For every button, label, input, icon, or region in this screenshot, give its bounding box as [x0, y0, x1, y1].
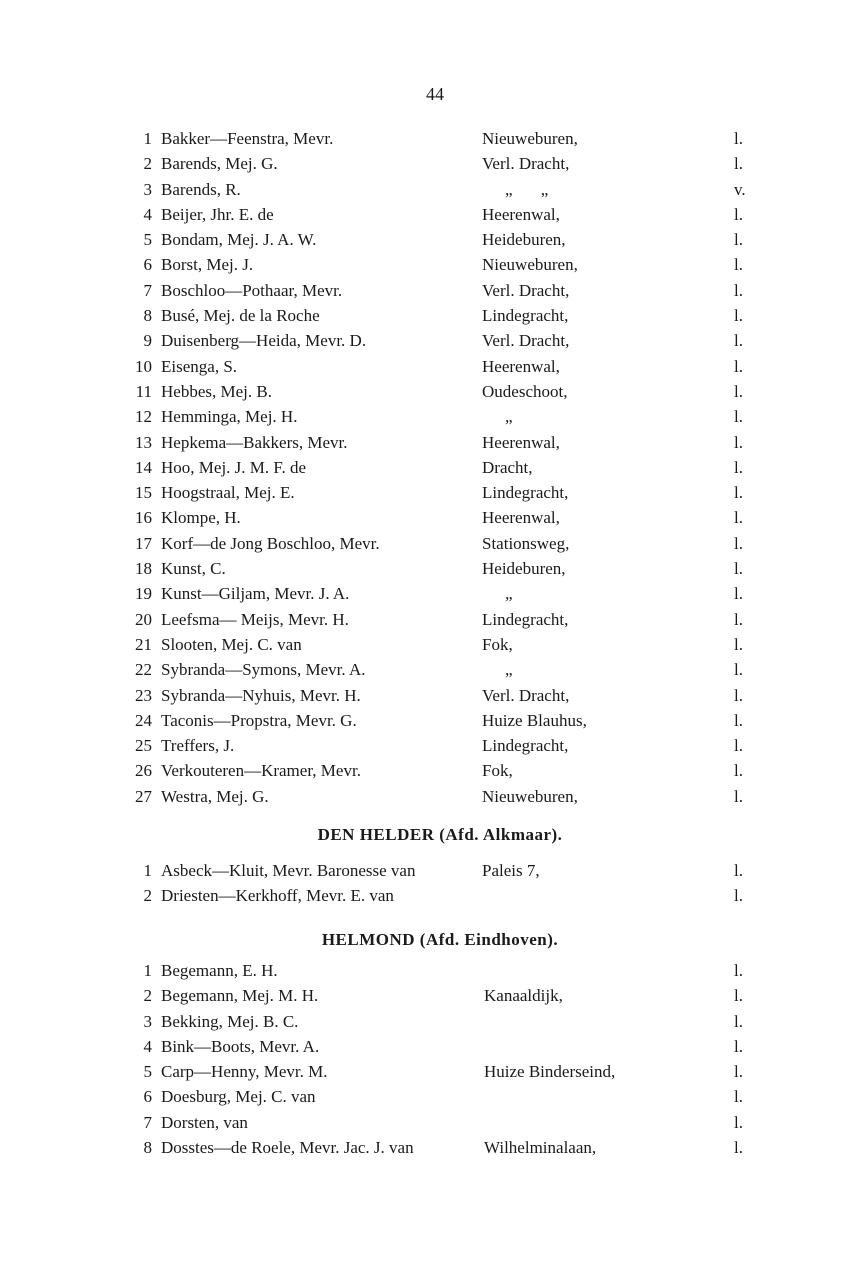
entry-place: Wilhelminalaan, [484, 1138, 597, 1158]
entry-name: Hepkema—Bakkers, Mevr. [161, 432, 348, 452]
entry-place: Huize Blauhus, [482, 710, 587, 730]
entry-name: Hebbes, Mej. B. [161, 381, 272, 401]
list-entry [0, 733, 860, 758]
entry-name: Bakker—Feenstra, Mevr. [161, 129, 334, 148]
entry-name: Beijer, Jhr. E. de [161, 204, 274, 224]
entry-name: Bink—Boots, Mevr. A. [161, 1036, 320, 1056]
entry-mark: l. [734, 634, 743, 654]
list-entry [0, 379, 860, 404]
list-entry [0, 531, 860, 556]
entry-name: Borst, Mej. J. [161, 255, 254, 275]
entry-place: Heerenwal, [482, 204, 560, 224]
entry-mark: l. [734, 685, 743, 705]
entry-number: 26 [135, 761, 152, 781]
entry-mark: l. [734, 886, 743, 906]
entry-name: Eisenga, S. [161, 356, 238, 376]
entry-number: 6 [143, 255, 152, 275]
entry-place: Kanaaldijk, [484, 986, 563, 1006]
list-entry [0, 683, 860, 708]
entry-mark: l. [734, 1062, 743, 1082]
entry-mark: l. [734, 961, 743, 980]
entry-mark: l. [734, 483, 743, 503]
entry-mark: l. [734, 331, 743, 351]
entry-place: „ „ [505, 179, 561, 199]
list-entry [0, 983, 860, 1008]
entry-name: Asbeck—Kluit, Mevr. Baronesse van [161, 861, 416, 880]
entry-place: Verl. Dracht, [482, 331, 570, 351]
entry-place: „ [505, 407, 525, 427]
entry-number: 9 [143, 331, 152, 351]
entry-place: Lindegracht, [482, 306, 569, 326]
entry-name: Sybranda—Nyhuis, Mevr. H. [161, 685, 361, 705]
entry-number: 16 [135, 508, 152, 528]
entry-number: 2 [143, 886, 152, 906]
entry-mark: l. [734, 1036, 743, 1056]
entry-name: Barends, R. [161, 179, 241, 199]
list-entry [0, 632, 860, 657]
entry-name: Duisenberg—Heida, Mevr. D. [161, 331, 367, 351]
member-list-den-helder [0, 858, 860, 909]
entry-mark: l. [734, 1087, 743, 1107]
page-number: 44 [426, 84, 444, 104]
entry-number: 24 [135, 710, 152, 730]
entry-mark: l. [734, 786, 743, 806]
entry-number: 4 [143, 1036, 152, 1056]
entry-number: 1 [143, 961, 152, 980]
entry-mark: l. [734, 761, 743, 781]
list-entry [0, 278, 860, 303]
entry-mark: l. [734, 660, 743, 680]
member-list-helmond [0, 958, 860, 1160]
entry-number: 10 [135, 356, 152, 376]
entry-number: 19 [135, 584, 152, 604]
list-entry [0, 607, 860, 632]
entry-name: Busé, Mej. de la Roche [161, 306, 320, 326]
entry-number: 27 [135, 786, 152, 806]
entry-number: 14 [135, 457, 152, 477]
entry-mark: l. [734, 457, 743, 477]
entry-name: Barends, Mej. G. [161, 154, 278, 174]
entry-name: Westra, Mej. G. [161, 786, 269, 806]
entry-place: Fok, [482, 761, 513, 781]
entry-name: Hoogstraal, Mej. E. [161, 483, 295, 503]
entry-number: 3 [143, 1011, 152, 1031]
entry-place: Lindegracht, [482, 609, 569, 629]
entry-name: Boschloo—Pothaar, Mevr. [161, 280, 343, 300]
entry-mark: l. [734, 584, 743, 604]
entry-place: Heideburen, [482, 230, 566, 250]
entry-place: Nieuweburen, [482, 255, 578, 275]
list-entry [0, 1110, 860, 1135]
entry-place: „ [505, 584, 525, 604]
entry-number: 17 [135, 533, 152, 553]
entry-name: Driesten—Kerkhoff, Mevr. E. van [161, 886, 394, 906]
entry-place: Verl. Dracht, [482, 280, 570, 300]
entry-mark: l. [734, 710, 743, 730]
entry-name: Verkouteren—Kramer, Mevr. [161, 761, 361, 781]
entry-place: Lindegracht, [482, 483, 569, 503]
entry-name: Begemann, E. H. [161, 961, 278, 980]
entry-number: 5 [143, 1062, 152, 1082]
entry-place: „ [505, 660, 525, 680]
entry-name: Bondam, Mej. J. A. W. [161, 230, 317, 250]
list-entry [0, 1084, 860, 1109]
entry-number: 22 [135, 660, 152, 680]
entry-number: 6 [143, 1087, 152, 1107]
entry-place: Heerenwal, [482, 432, 560, 452]
entry-name: Sybranda—Symons, Mevr. A. [161, 660, 366, 680]
list-entry [0, 177, 860, 202]
entry-mark: l. [734, 255, 743, 275]
list-entry [0, 252, 860, 277]
entry-number: 13 [135, 432, 152, 452]
entry-place: Verl. Dracht, [482, 154, 570, 174]
entry-number: 20 [135, 609, 152, 629]
member-list-main [0, 126, 860, 809]
entry-number: 18 [135, 559, 152, 579]
entry-place: Paleis 7, [482, 861, 540, 880]
entry-name: Carp—Henny, Mevr. M. [161, 1062, 328, 1082]
list-entry [0, 708, 860, 733]
entry-place: Nieuweburen, [482, 786, 578, 806]
list-entry [0, 556, 860, 581]
entry-name: Kunst, C. [161, 559, 226, 579]
entry-name: Bekking, Mej. B. C. [161, 1011, 299, 1031]
entry-mark: l. [734, 508, 743, 528]
entry-mark: l. [734, 129, 743, 148]
entry-name: Korf—de Jong Boschloo, Mevr. [161, 533, 380, 553]
entry-mark: l. [734, 533, 743, 553]
list-entry [0, 303, 860, 328]
entry-place: Stationsweg, [482, 533, 570, 553]
list-entry [0, 883, 860, 908]
entry-place: Huize Binderseind, [484, 1062, 616, 1082]
entry-mark: l. [734, 609, 743, 629]
list-entry [0, 430, 860, 455]
list-entry [0, 1059, 860, 1084]
entry-name: Begemann, Mej. M. H. [161, 986, 319, 1006]
entry-number: 2 [143, 154, 152, 174]
list-entry [0, 480, 860, 505]
section-heading-helmond: HELMOND (Afd. Eindhoven). [321, 930, 559, 949]
entry-mark: v. [734, 179, 746, 199]
list-entry [0, 858, 860, 883]
entry-number: 4 [143, 204, 152, 224]
section-heading-den-helder: DEN HELDER (Afd. Alkmaar). [317, 825, 563, 844]
entry-name: Hoo, Mej. J. M. F. de [161, 457, 307, 477]
entry-place: Verl. Dracht, [482, 685, 570, 705]
list-entry [0, 958, 860, 983]
entry-mark: l. [734, 306, 743, 326]
entry-mark: l. [734, 356, 743, 376]
list-entry [0, 784, 860, 809]
list-entry [0, 581, 860, 606]
list-entry [0, 1135, 860, 1160]
entry-mark: l. [734, 381, 743, 401]
entry-mark: l. [734, 986, 743, 1006]
entry-number: 3 [143, 179, 152, 199]
list-entry [0, 126, 860, 151]
entry-mark: l. [734, 280, 743, 300]
list-entry [0, 1009, 860, 1034]
list-entry [0, 758, 860, 783]
entry-place: Dracht, [482, 457, 533, 477]
entry-place: Heideburen, [482, 559, 566, 579]
entry-mark: l. [734, 154, 743, 174]
entry-number: 1 [143, 861, 152, 880]
list-entry [0, 404, 860, 429]
list-entry [0, 455, 860, 480]
list-entry [0, 227, 860, 252]
entry-mark: l. [734, 559, 743, 579]
entry-mark: l. [734, 407, 743, 427]
entry-name: Kunst—Giljam, Mevr. J. A. [161, 584, 350, 604]
entry-number: 1 [143, 129, 152, 148]
entry-mark: l. [734, 230, 743, 250]
entry-mark: l. [734, 861, 743, 880]
entry-number: 23 [135, 685, 152, 705]
entry-place: Oudeschoot, [482, 381, 568, 401]
entry-place: Heerenwal, [482, 356, 560, 376]
entry-number: 11 [135, 381, 152, 401]
entry-name: Slooten, Mej. C. van [161, 634, 302, 654]
entry-mark: l. [734, 204, 743, 224]
entry-name: Dorsten, van [161, 1112, 248, 1132]
entry-name: Treffers, J. [161, 736, 235, 756]
entry-number: 2 [143, 986, 152, 1006]
entry-number: 12 [135, 407, 152, 427]
entry-number: 7 [143, 280, 152, 300]
list-entry [0, 151, 860, 176]
list-entry [0, 1034, 860, 1059]
entry-name: Dosstes—de Roele, Mevr. Jac. J. van [161, 1138, 414, 1158]
entry-number: 25 [135, 736, 152, 756]
entry-place: Fok, [482, 634, 513, 654]
entry-place: Lindegracht, [482, 736, 569, 756]
entry-name: Doesburg, Mej. C. van [161, 1087, 316, 1107]
entry-name: Hemminga, Mej. H. [161, 407, 298, 427]
list-entry [0, 505, 860, 530]
entry-mark: l. [734, 736, 743, 756]
entry-place: Heerenwal, [482, 508, 560, 528]
entry-mark: l. [734, 1011, 743, 1031]
list-entry [0, 657, 860, 682]
entry-name: Taconis—Propstra, Mevr. G. [161, 710, 357, 730]
list-entry [0, 328, 860, 353]
entry-number: 15 [135, 483, 152, 503]
entry-mark: l. [734, 1112, 743, 1132]
entry-mark: l. [734, 432, 743, 452]
entry-number: 7 [143, 1112, 152, 1132]
entry-place: Nieuweburen, [482, 129, 578, 148]
entry-name: Leefsma— Meijs, Mevr. H. [161, 609, 349, 629]
entry-number: 8 [143, 306, 152, 326]
entry-number: 8 [143, 1138, 152, 1158]
entry-name: Klompe, H. [161, 508, 241, 528]
entry-mark: l. [734, 1138, 743, 1158]
entry-number: 5 [143, 230, 152, 250]
list-entry [0, 354, 860, 379]
entry-number: 21 [135, 634, 152, 654]
list-entry [0, 202, 860, 227]
